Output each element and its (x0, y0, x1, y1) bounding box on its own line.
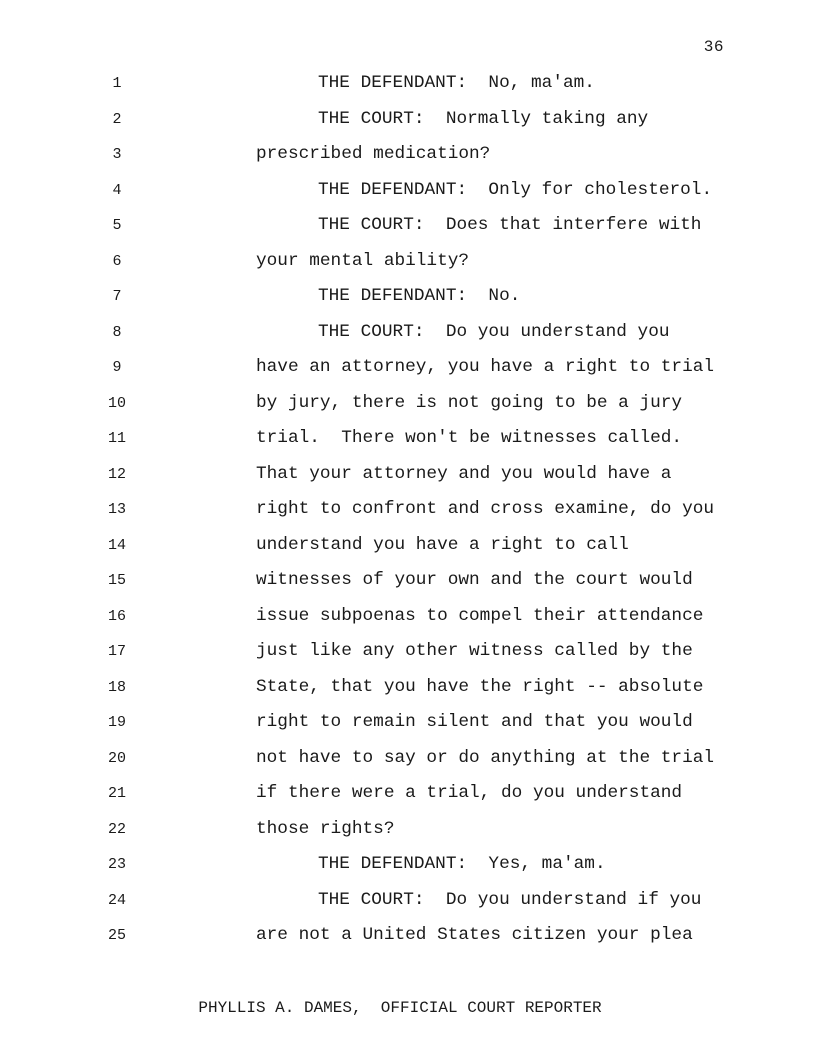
transcript-line (0, 421, 816, 457)
line-number: 22 (107, 820, 126, 838)
line-text: THE COURT: Normally taking any (318, 108, 649, 129)
line-number: 14 (107, 536, 126, 554)
line-number: 18 (107, 678, 126, 696)
transcript-line (0, 918, 816, 954)
page-number: 36 (703, 38, 724, 56)
transcript-line (0, 776, 816, 812)
transcript-line (0, 528, 816, 564)
transcript-line (0, 66, 816, 102)
line-number: 5 (112, 217, 122, 234)
line-text: not have to say or do anything at the trial (256, 747, 715, 768)
line-number: 15 (107, 572, 126, 589)
transcript-line (0, 350, 816, 386)
line-text: THE COURT: Do you understand if you (318, 889, 702, 910)
transcript-line (0, 705, 816, 741)
line-text: That your attorney and you would have a (256, 463, 672, 484)
line-text: are not a United States citizen your plea (256, 925, 693, 945)
line-number: 4 (112, 181, 122, 199)
transcript-line (0, 634, 816, 670)
line-text: prescribed medication? (256, 144, 491, 164)
line-text: by jury, there is not going to be a jury (256, 392, 683, 413)
transcript-line (0, 847, 816, 883)
transcript-line (0, 563, 816, 599)
line-number: 24 (107, 891, 126, 909)
line-number: 17 (107, 643, 126, 660)
line-number: 20 (107, 749, 126, 767)
line-number: 10 (107, 394, 126, 412)
line-text: your mental ability? (256, 250, 470, 271)
transcript-line (0, 492, 816, 528)
line-number: 11 (107, 430, 126, 447)
transcript-line (0, 244, 816, 280)
line-number: 25 (107, 927, 126, 944)
court-reporter-footer: PHYLLIS A. DAMES, OFFICIAL COURT REPORTER (198, 999, 602, 1017)
transcript-line (0, 812, 816, 848)
transcript-line (0, 883, 816, 919)
transcript-line (0, 670, 816, 706)
line-number: 9 (112, 359, 122, 376)
transcript-line (0, 315, 816, 351)
line-text: witnesses of your own and the court would (256, 570, 693, 590)
transcript-line (0, 386, 816, 422)
line-number: 2 (112, 110, 122, 128)
line-text: if there were a trial, do you understand (256, 783, 683, 803)
transcript-line (0, 279, 816, 315)
transcript-line (0, 208, 816, 244)
line-number: 6 (112, 252, 122, 270)
line-text: THE COURT: Do you understand you (318, 321, 670, 342)
line-text: have an attorney, you have a right to trial (256, 357, 715, 377)
line-number: 7 (112, 288, 122, 305)
line-text: THE DEFENDANT: Only for cholesterol. (318, 179, 713, 200)
line-text: trial. There won't be witnesses called. (256, 428, 683, 448)
line-number: 12 (107, 465, 126, 483)
line-number: 19 (107, 714, 126, 731)
transcript-line (0, 173, 816, 209)
transcript-line (0, 741, 816, 777)
line-text: issue subpoenas to compel their attendance (256, 605, 704, 626)
transcript-line (0, 102, 816, 138)
line-text: THE DEFENDANT: No, ma'am. (318, 73, 595, 93)
line-text: THE DEFENDANT: Yes, ma'am. (318, 854, 606, 874)
transcript-line (0, 457, 816, 493)
transcript-line (0, 137, 816, 173)
transcript-line (0, 599, 816, 635)
line-number: 13 (107, 501, 126, 518)
line-number: 3 (112, 146, 122, 163)
line-number: 1 (112, 75, 122, 92)
line-number: 23 (107, 856, 126, 873)
transcript-body (0, 66, 816, 954)
line-text: understand you have a right to call (256, 534, 629, 555)
line-text: THE DEFENDANT: No. (318, 286, 521, 306)
line-text: THE COURT: Does that interfere with (318, 215, 702, 235)
line-text: those rights? (256, 818, 395, 839)
line-text: just like any other witness called by the (256, 641, 693, 661)
line-text: State, that you have the right -- absolute (256, 676, 704, 697)
line-text: right to remain silent and that you would (256, 712, 693, 732)
line-number: 8 (112, 323, 122, 341)
line-number: 16 (107, 607, 126, 625)
line-text: right to confront and cross examine, do you (256, 499, 715, 519)
line-number: 21 (107, 785, 126, 802)
